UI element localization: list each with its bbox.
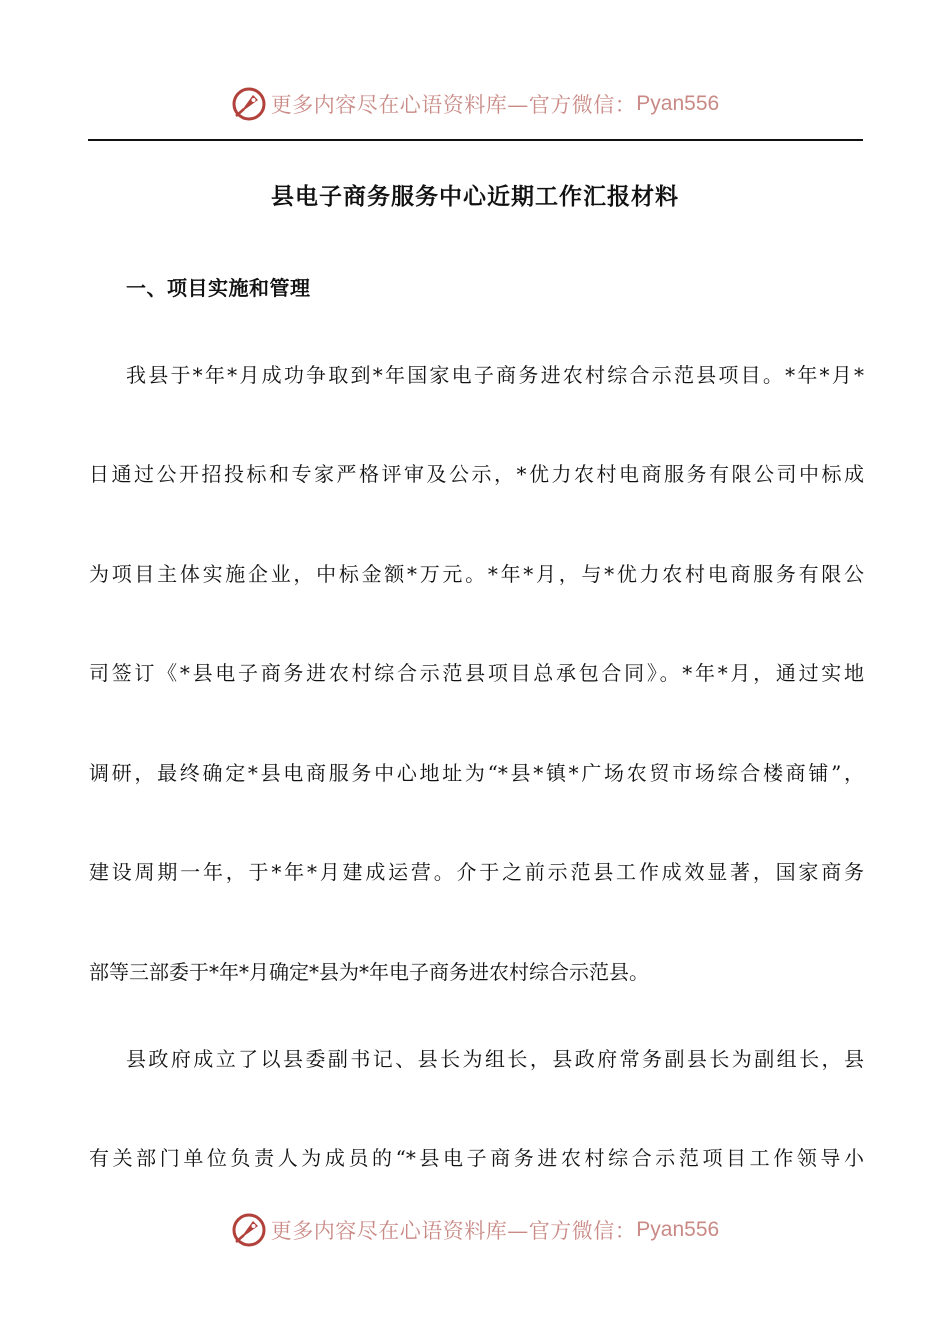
footer-watermark (0, 1210, 950, 1250)
section-heading: 一、项目实施和管理 (126, 276, 311, 300)
body-line: 有关部门单位负责人为成员的“*县电子商务进农村综合示范项目工作领导小 (89, 1146, 864, 1170)
pen-nib-logo-icon (231, 86, 267, 122)
body-line: 司签订《*县电子商务进农村综合示范县项目总承包合同》。*年*月，通过实地 (89, 661, 864, 685)
watermark-wechat-id: Pyan556 (636, 1218, 720, 1241)
watermark-text: 更多内容尽在心语资料库—官方微信： (270, 93, 637, 117)
header-divider (88, 139, 863, 141)
body-line: 建设周期一年，于*年*月建成运营。介于之前示范县工作成效显著，国家商务 (89, 860, 864, 884)
pen-nib-logo-icon (231, 1212, 267, 1248)
body-line: 部等三部委于*年*月确定*县为*年电子商务进农村综合示范县。 (89, 960, 649, 984)
body-line: 调研，最终确定*县电商服务中心地址为“*县*镇*广场农贸市场综合楼商铺”， (89, 761, 864, 785)
watermark-text: 更多内容尽在心语资料库—官方微信： (270, 1219, 637, 1243)
document-title: 县电子商务服务中心近期工作汇报材料 (271, 183, 679, 210)
body-line: 县政府成立了以县委副书记、县长为组长，县政府常务副县长为副组长，县 (126, 1047, 864, 1071)
body-line: 日通过公开招投标和专家严格评审及公示，*优力农村电商服务有限公司中标成 (89, 462, 864, 486)
body-line: 为项目主体实施企业，中标金额*万元。*年*月，与*优力农村电商服务有限公 (89, 562, 864, 586)
watermark-wechat-id: Pyan556 (636, 92, 720, 115)
body-line: 我县于*年*月成功争取到*年国家电子商务进农村综合示范县项目。*年*月* (126, 363, 864, 387)
header-watermark (0, 84, 950, 124)
